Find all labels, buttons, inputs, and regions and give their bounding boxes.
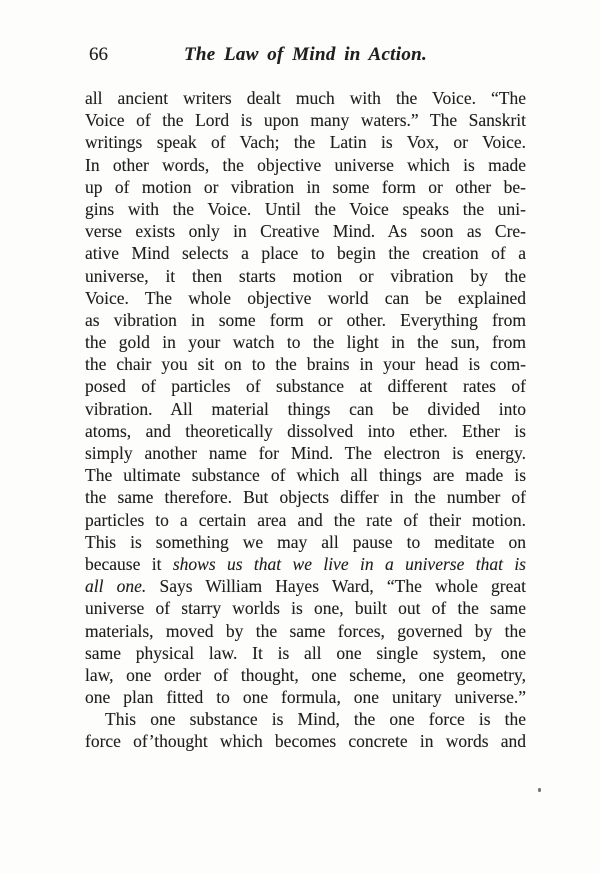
text-segment: because it bbox=[85, 553, 173, 574]
text-line bbox=[85, 309, 526, 331]
text-segment: all ancient writers dealt much with the Voice. “The bbox=[85, 88, 526, 108]
text-line bbox=[85, 242, 526, 264]
text-line bbox=[85, 730, 526, 752]
running-title: The Law of Mind in Action. bbox=[183, 44, 428, 65]
text-segment: Says William Hayes Ward, “The whole great bbox=[146, 576, 526, 597]
text-segment: verse exists only in Creative Mind. As soon as Cre- bbox=[85, 221, 526, 242]
text-line bbox=[85, 109, 526, 131]
text-segment: writings speak of Vach; the Latin is Vox, or Voice. bbox=[85, 132, 526, 153]
text-line bbox=[85, 220, 526, 242]
text-segment: atoms, and theoretically dissolved into ether. Ether is bbox=[85, 420, 526, 441]
text-segment: universe, it then starts motion or vibration by the bbox=[85, 265, 526, 286]
text-segment: materials, moved by the same forces, governed by the bbox=[85, 620, 526, 641]
text-line bbox=[85, 531, 526, 553]
text-segment: Voice. The whole objective world can be explained bbox=[85, 287, 526, 308]
text-line bbox=[85, 486, 526, 508]
text-segment: as vibration in some form or other. Everything from bbox=[85, 309, 526, 330]
text-segment: This one substance is Mind, the one force is the bbox=[105, 709, 526, 730]
text-line bbox=[85, 708, 526, 730]
text-segment: Voice of the Lord is upon many waters.” The Sanskrit bbox=[85, 110, 526, 131]
text-line bbox=[85, 509, 526, 531]
page-body bbox=[85, 87, 526, 753]
text-segment: the chair you sit on to the brains in your head is com- bbox=[85, 354, 526, 375]
text-line bbox=[85, 87, 526, 109]
text-line bbox=[85, 331, 526, 353]
text-line bbox=[85, 686, 526, 708]
text-line bbox=[85, 464, 526, 486]
text-segment: the same therefore. But objects differ in the number of bbox=[85, 487, 526, 508]
text-line bbox=[85, 176, 526, 198]
text-line bbox=[85, 664, 526, 686]
text-segment: In other words, the objective universe which is made bbox=[85, 154, 526, 175]
text-line bbox=[85, 553, 526, 575]
text-line bbox=[85, 353, 526, 375]
ink-speck bbox=[538, 788, 541, 792]
text-segment: The ultimate substance of which all things are made is bbox=[85, 465, 526, 486]
text-segment: force of’thought which becomes concrete in words and bbox=[85, 731, 526, 752]
text-line bbox=[85, 642, 526, 664]
page-number: 66 bbox=[89, 44, 108, 65]
text-segment: same physical law. It is all one single system, one bbox=[85, 642, 526, 663]
text-line bbox=[85, 398, 526, 420]
text-segment: universe of starry worlds is one, built out of the same bbox=[85, 598, 526, 619]
text-segment: vibration. All material things can be divided into bbox=[85, 398, 526, 419]
text-line bbox=[85, 154, 526, 176]
text-line bbox=[85, 265, 526, 287]
text-line bbox=[85, 620, 526, 642]
italic-text: all one. bbox=[85, 576, 147, 597]
text-segment: law, one order of thought, one scheme, one geometry, bbox=[85, 664, 526, 685]
text-segment: This is something we may all pause to meditate on bbox=[85, 531, 526, 552]
page-header bbox=[85, 45, 526, 67]
text-line bbox=[85, 375, 526, 397]
text-line bbox=[85, 198, 526, 220]
text-segment: up of motion or vibration in some form or other be- bbox=[85, 176, 526, 197]
text-line bbox=[85, 575, 526, 597]
italic-text: shows us that we live in a universe that is bbox=[172, 553, 526, 574]
text-segment: the gold in your watch to the light in the sun, from bbox=[85, 332, 526, 353]
text-segment: simply another name for Mind. The electron is energy. bbox=[85, 443, 526, 463]
text-segment: gins with the Voice. Until the Voice speaks the uni- bbox=[85, 198, 526, 219]
text-line bbox=[85, 420, 526, 442]
text-line bbox=[85, 131, 526, 153]
text-segment: particles to a certain area and the rate of their motion. bbox=[85, 509, 526, 530]
text-segment: posed of particles of substance at different rates of bbox=[85, 376, 526, 397]
text-line bbox=[85, 287, 526, 309]
text-segment: ative Mind selects a place to begin the creation of a bbox=[85, 243, 526, 264]
text-line bbox=[85, 442, 526, 464]
text-line bbox=[85, 597, 526, 619]
text-segment: one plan fitted to one formula, one unitary universe.” bbox=[85, 687, 526, 708]
